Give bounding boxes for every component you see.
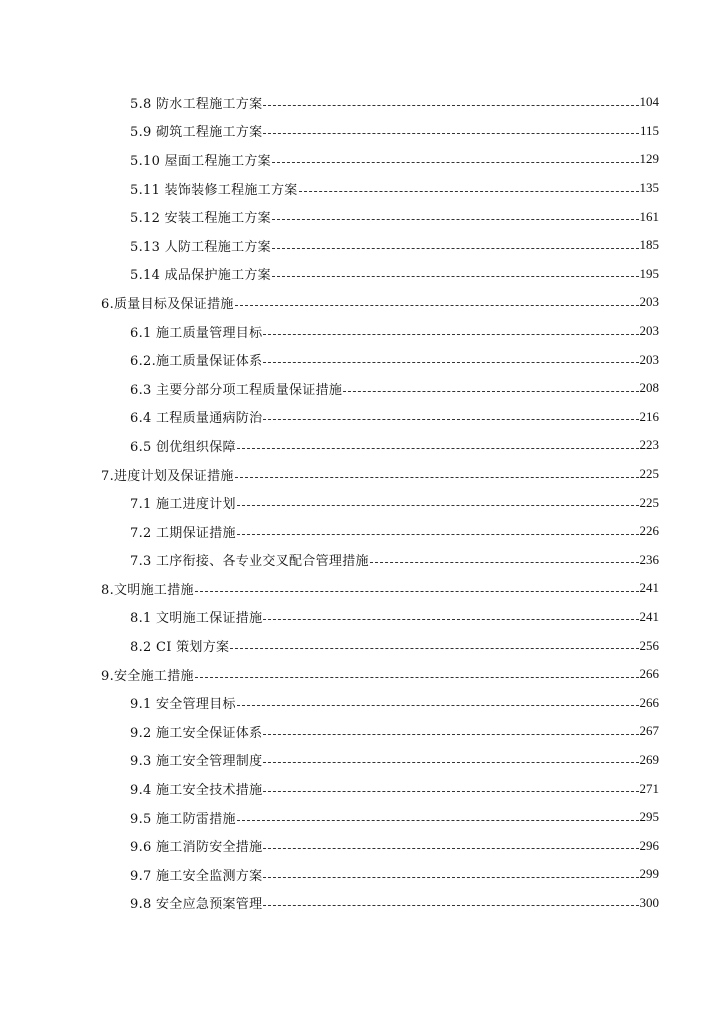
toc-entry-title: 6.3 主要分部分项工程质量保证措施 [130,382,343,398]
toc-entry-title: 5.9 砌筑工程施工方案 [130,125,263,141]
toc-entry-title: 9.8 安全应急预案管理 [130,897,263,913]
toc-page-number: 225 [639,466,659,482]
toc-entry-title: 5.8 防水工程施工方案 [130,96,263,112]
toc-dot-leader [272,162,639,163]
toc-page-number: 203 [639,323,659,339]
toc-dot-leader [263,905,638,906]
toc-page-number: 241 [639,580,659,596]
toc-subsection-entry[interactable] [0,831,724,860]
toc-page-number: 271 [639,780,659,796]
toc-page-number: 300 [639,894,659,910]
toc-subsection-entry[interactable] [0,774,724,803]
toc-dot-leader [299,191,639,192]
toc-entry-title: 5.13 人防工程施工方案 [130,239,271,255]
toc-page-number: 226 [639,523,659,539]
toc-page-number: 104 [639,94,659,110]
toc-entry-title: 8.文明施工措施 [101,582,194,598]
toc-subsection-entry[interactable] [0,889,724,918]
toc-subsection-entry[interactable] [0,403,724,432]
toc-entry-title: 5.11 装饰装修工程施工方案 [130,182,298,198]
toc-entry-title: 7.进度计划及保证措施 [101,468,234,484]
toc-page-number: 216 [639,408,659,424]
toc-dot-leader [263,734,638,735]
toc-subsection-entry[interactable] [0,717,724,746]
toc-subsection-entry[interactable] [0,860,724,889]
toc-subsection-entry[interactable] [0,374,724,403]
toc-page-number: 295 [639,809,659,825]
toc-subsection-entry[interactable] [0,174,724,203]
toc-page-number: 129 [639,151,659,167]
toc-dot-leader [263,105,638,106]
toc-dot-leader [263,619,638,620]
toc-dot-leader [263,762,638,763]
toc-entry-title: 8.1 文明施工保证措施 [130,611,263,627]
toc-page-number: 267 [639,723,659,739]
table-of-contents [0,88,724,917]
toc-dot-leader [370,562,639,563]
toc-section-entry[interactable] [0,660,724,689]
toc-subsection-entry[interactable] [0,260,724,289]
toc-section-entry[interactable] [0,288,724,317]
toc-page-number: 203 [639,351,659,367]
toc-entry-title: 6.1 施工质量管理目标 [130,325,263,341]
toc-entry-title: 5.12 安装工程施工方案 [130,211,271,227]
toc-page-number: 299 [639,866,659,882]
toc-entry-title: 9.5 施工防雷措施 [130,811,236,827]
toc-subsection-entry[interactable] [0,631,724,660]
toc-dot-leader [263,848,638,849]
toc-page-number: 115 [639,122,659,138]
toc-section-entry[interactable] [0,460,724,489]
toc-entry-title: 5.14 成品保护施工方案 [130,268,271,284]
toc-entry-title: 9.7 施工安全监测方案 [130,868,263,884]
toc-dot-leader [237,820,639,821]
toc-page-number: 195 [639,265,659,281]
toc-page-number: 223 [639,437,659,453]
toc-dot-leader [237,505,639,506]
toc-entry-title: 9.3 施工安全管理制度 [130,754,263,770]
toc-entry-title: 8.2 CI 策划方案 [130,640,230,656]
toc-dot-leader [237,705,639,706]
toc-page-number: 266 [639,666,659,682]
toc-subsection-entry[interactable] [0,145,724,174]
toc-entry-title: 6.5 创优组织保障 [130,439,236,455]
toc-page-number: 236 [639,551,659,567]
toc-page-number: 203 [639,294,659,310]
toc-subsection-entry[interactable] [0,117,724,146]
toc-dot-leader [263,791,638,792]
toc-page-number: 266 [639,694,659,710]
toc-dot-leader [263,877,638,878]
toc-entry-title: 7.3 工序衔接、各专业交叉配合管理措施 [130,554,369,570]
toc-subsection-entry[interactable] [0,517,724,546]
toc-page-number: 225 [639,494,659,510]
toc-subsection-entry[interactable] [0,546,724,575]
toc-entry-title: 9.6 施工消防安全措施 [130,840,263,856]
toc-entry-title: 9.4 施工安全技术措施 [130,783,263,799]
toc-dot-leader [237,534,639,535]
toc-subsection-entry[interactable] [0,803,724,832]
toc-subsection-entry[interactable] [0,317,724,346]
toc-entry-title: 5.10 屋面工程施工方案 [130,153,271,169]
toc-entry-title: 6.2.施工质量保证体系 [130,354,263,370]
toc-entry-title: 7.1 施工进度计划 [130,497,236,513]
toc-subsection-entry[interactable] [0,88,724,117]
toc-entry-title: 6.质量目标及保证措施 [101,296,234,312]
toc-entry-title: 9.安全施工措施 [101,668,194,684]
toc-dot-leader [235,305,639,306]
toc-page-number: 185 [639,237,659,253]
toc-subsection-entry[interactable] [0,202,724,231]
toc-page-number: 161 [639,208,659,224]
toc-dot-leader [230,648,638,649]
toc-dot-leader [237,448,639,449]
toc-page-number: 241 [639,608,659,624]
toc-entry-title: 9.2 施工安全保证体系 [130,725,263,741]
toc-subsection-entry[interactable] [0,345,724,374]
toc-dot-leader [235,477,639,478]
toc-page-number: 256 [639,637,659,653]
toc-page-number: 208 [639,380,659,396]
toc-page-number: 269 [639,751,659,767]
toc-entry-title: 6.4 工程质量通病防治 [130,411,263,427]
toc-subsection-entry[interactable] [0,431,724,460]
toc-entry-title: 9.1 安全管理目标 [130,697,236,713]
toc-dot-leader [195,591,639,592]
toc-dot-leader [343,391,638,392]
toc-subsection-entry[interactable] [0,603,724,632]
toc-subsection-entry[interactable] [0,746,724,775]
toc-section-entry[interactable] [0,574,724,603]
toc-entry-title: 7.2 工期保证措施 [130,525,236,541]
toc-page-number: 296 [639,837,659,853]
toc-dot-leader [263,133,639,134]
toc-dot-leader [263,362,638,363]
toc-subsection-entry[interactable] [0,488,724,517]
toc-dot-leader [272,276,639,277]
toc-dot-leader [263,419,638,420]
toc-page-number: 135 [639,180,659,196]
toc-dot-leader [272,248,639,249]
toc-subsection-entry[interactable] [0,688,724,717]
toc-dot-leader [272,219,639,220]
toc-dot-leader [263,334,638,335]
toc-dot-leader [195,677,639,678]
toc-subsection-entry[interactable] [0,231,724,260]
